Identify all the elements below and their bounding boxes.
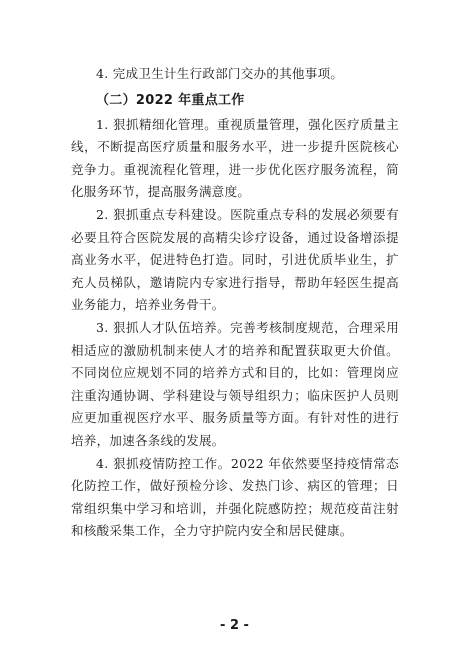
paragraph-2: 2. 狠抓重点专科建设。医院重点专科的发展必须要有必要且符合医院发展的高精尖诊疗设备，通过设备增添提高业务水平，促进特色打造。同时，引进优质毕业生，扩充人员梯队，邀请院内专家进行指导，帮助年轻医生提高业务能力，培养业务骨干。	[71, 206, 399, 313]
page-number: - 2 -	[220, 618, 249, 633]
paragraph-4: 4. 狠抓疫情防控工作。2022 年依然要坚持疫情常态化防控工作，做好预检分诊、发热门诊、病区的管理；日常组织集中学习和培训，并强化院感防控；规范疫苗注射和核酸采集工作，全力守护院内安全和居民健康。	[71, 455, 399, 539]
section-heading: （二）2022 年重点工作	[96, 92, 245, 108]
page-body	[71, 63, 399, 543]
paragraph-3: 3. 狠抓人才队伍培养。完善考核制度规范，合理采用相适应的激励机制来使人才的培养和配置获取更大价值。不同岗位应规划不同的培养方式和目的，比如：管理岗应注重沟通协调、学科建设与领导组织力；临床医护人员则应更加重视医疗水平、服务质量等方面。有针对性的进行培养，加速各条线的发展。	[71, 319, 399, 448]
paragraph-1: 1. 狠抓精细化管理。重视质量管理，强化医疗质量主线，不断提高医疗质量和服务水平，进一步提升医院核心竞争力。重视流程化管理，进一步优化医疗服务流程，简化服务环节，提高服务满意度。	[71, 116, 399, 200]
previous-item-4: 4. 完成卫生计生行政部门交办的其他事项。	[96, 66, 344, 81]
